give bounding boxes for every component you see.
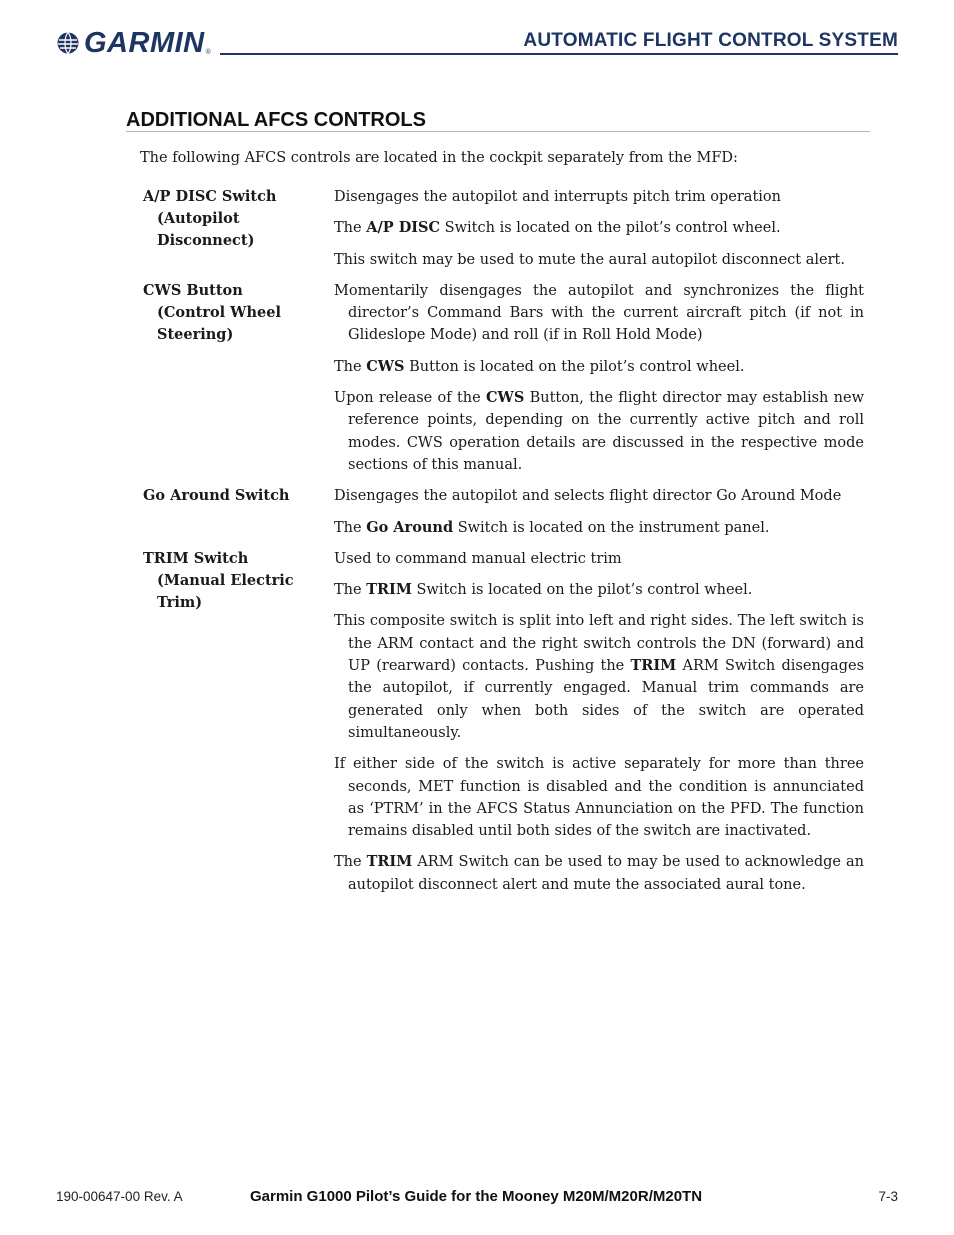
garmin-logo <box>56 28 211 58</box>
definition-text: Disengages the autopilot and selects flight director Go Around Mode <box>334 488 842 505</box>
definition-paragraph <box>334 610 864 744</box>
header-rule <box>220 53 898 55</box>
chapter-title: AUTOMATIC FLIGHT CONTROL SYSTEM <box>523 30 898 51</box>
control-definitions <box>334 280 864 485</box>
definition-text: Upon release of the <box>334 390 486 407</box>
control-term <box>143 280 334 485</box>
control-definitions <box>334 485 864 548</box>
definition-paragraph <box>334 753 864 842</box>
definition-paragraph <box>334 851 864 896</box>
definition-text: Switch is located on the pilot’s control wheel. <box>440 220 781 237</box>
control-name-bold: TRIM <box>366 581 412 599</box>
document-title: Garmin G1000 Pilot’s Guide for the Mooney M20M/M20R/M20TN <box>250 1188 703 1205</box>
definition-paragraph <box>334 517 864 539</box>
control-term <box>143 186 334 280</box>
definition-paragraph <box>334 217 864 239</box>
definition-text: Disengages the autopilot and interrupts pitch trim operation <box>334 189 781 205</box>
control-row <box>143 548 864 905</box>
definition-text: Switch is located on the instrument panel. <box>453 519 770 536</box>
control-name-bold: TRIM <box>366 853 413 871</box>
control-term-name: CWS Button <box>143 281 243 299</box>
control-term-subtitle: (Manual Electric Trim) <box>157 571 294 611</box>
definition-text: The <box>334 220 367 237</box>
page-number: 7-3 <box>878 1189 898 1204</box>
document-number: 190-00647-00 Rev. A <box>56 1189 183 1204</box>
control-name-bold: CWS <box>366 357 405 375</box>
definition-text: This switch may be used to mute the aural autopilot disconnect alert. <box>334 251 845 268</box>
definition-paragraph <box>334 186 864 208</box>
control-term <box>143 548 334 905</box>
control-definitions <box>334 186 864 280</box>
control-name-bold: CWS <box>486 389 525 407</box>
control-term-name: Go Around Switch <box>143 487 290 505</box>
intro-paragraph: The following AFCS controls are located in the cockpit separately from the MFD: <box>140 150 738 166</box>
control-term-subtitle: (Autopilot Disconnect) <box>157 210 255 249</box>
definition-text: Button, the flight director may establish new reference points, depending on the currently active pitch and roll modes. CWS operation details are discussed in the respective mode sections of this manual. <box>348 390 864 473</box>
definition-text: Used to command manual electric trim <box>334 550 622 567</box>
definition-paragraph <box>334 579 864 601</box>
definition-text: Button is located on the pilot’s control wheel. <box>404 358 745 375</box>
controls-table <box>143 186 864 905</box>
definition-paragraph <box>334 485 864 507</box>
control-name-bold: TRIM <box>630 657 677 675</box>
definition-paragraph <box>334 280 864 347</box>
section-title: ADDITIONAL AFCS CONTROLS <box>126 109 426 131</box>
definition-text: The <box>334 582 367 599</box>
control-term-subtitle: Steering) <box>157 325 234 343</box>
logo-wordmark: GARMIN <box>84 27 205 59</box>
definition-text: This composite switch is split into left and right sides. The left switch is the ARM contact and the right switch controls the DN (forward) and UP (rearward) contacts. Pushing the <box>334 613 864 675</box>
control-name-bold: Go Around <box>366 518 454 536</box>
definition-text: Switch is located on the pilot’s control wheel. <box>411 582 753 599</box>
section-rule <box>126 131 870 132</box>
definition-text: ARM Switch can be used to may be used to acknowledge an autopilot disconnect alert and mute the associated aural tone. <box>348 854 864 893</box>
control-term-subtitle: (Control Wheel <box>157 303 281 321</box>
definition-paragraph <box>334 356 864 378</box>
control-name-bold: A/P DISC <box>366 219 441 237</box>
control-row <box>143 186 864 280</box>
control-term-name: A/P DISC Switch <box>143 188 277 205</box>
definition-text: If either side of the switch is active separately for more than three seconds, MET function is disabled and the condition is annunciated as ‘PTRM’ in the AFCS Status Annunciation on the PFD. The function remains disabled until both sides of the switch are inactivated. <box>334 756 864 840</box>
registered-mark: ® <box>205 49 211 56</box>
control-definitions <box>334 548 864 905</box>
control-term <box>143 485 334 548</box>
definition-text: The <box>334 358 367 375</box>
definition-text: The <box>334 854 367 871</box>
definition-paragraph <box>334 249 864 271</box>
control-row <box>143 485 864 548</box>
definition-text: The <box>334 519 367 536</box>
globe-icon <box>56 31 80 55</box>
control-row <box>143 280 864 485</box>
definition-text: ARM Switch disengages the autopilot, if currently engaged. Manual trim commands are generated only when both sides of the switch are operated simultaneously. <box>348 658 865 741</box>
definition-text: Momentarily disengages the autopilot and synchronizes the flight director’s Command Bars with the current aircraft pitch (if not in Glideslope Mode) and roll (if in Roll Hold Mode) <box>334 282 864 344</box>
definition-paragraph <box>334 548 864 570</box>
definition-paragraph <box>334 387 864 476</box>
control-term-name: TRIM Switch <box>143 549 249 567</box>
